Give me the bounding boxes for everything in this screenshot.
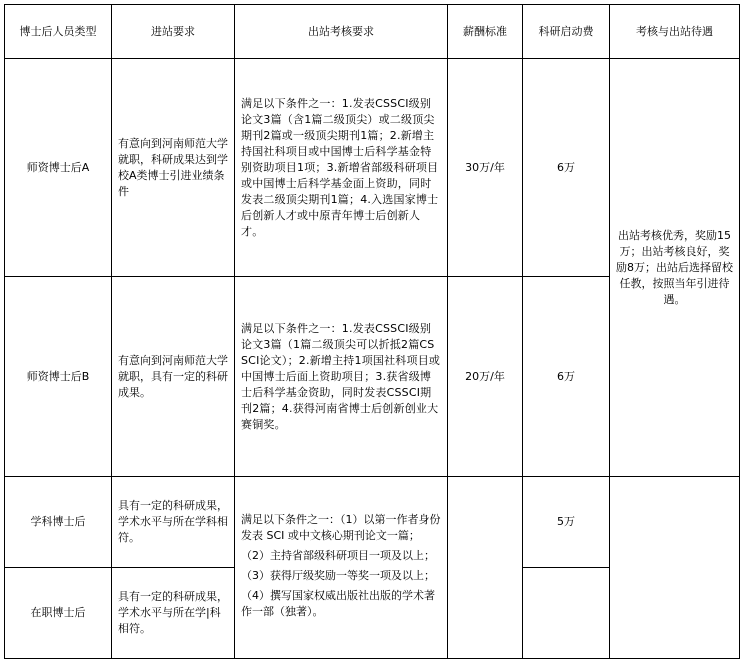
row-type: 在职博士后	[5, 568, 112, 659]
row-salary: 30万/年	[448, 59, 523, 277]
shared-exit	[235, 477, 448, 659]
header-row	[5, 5, 740, 59]
header-type: 博士后人员类型	[5, 5, 112, 59]
shared-exit-item: 满足以下条件之一：（1）以第一作者身份发表 SCI 或中文核心期刊论文一篇；	[241, 512, 441, 542]
row-startup: 6万	[523, 277, 610, 477]
row-treatment-empty	[610, 477, 740, 659]
row-exit: 满足以下条件之一：1.发表CSSCI级别论文3篇（含1篇二级顶尖）或二级顶尖期刊2篇或一级顶尖期刊1篇；2.新增主持国社科项目或中国博士后科学基金特别资助项目1项；3.新增省部级科研项目或中国博士后科学基金面上资助，同时发表二级顶尖期刊1篇；4.入选国家博士后创新人才或中原青年博士后创新人才。	[235, 59, 448, 277]
row-startup: 6万	[523, 59, 610, 277]
row-entry: 有意向到河南师范大学就职，科研成果达到学校A类博士引进业绩条件	[112, 59, 235, 277]
shared-exit-item: （4）撰写国家权威出版社出版的学术著作一部（独著）。	[241, 588, 435, 618]
table-row	[5, 477, 740, 568]
row-entry: 具有一定的科研成果，学术水平与所在学科相符。	[112, 477, 235, 568]
row-startup: 5万	[523, 477, 610, 568]
row-entry: 有意向到河南师范大学就职，具有一定的科研成果。	[112, 277, 235, 477]
row-salary-empty	[448, 477, 523, 659]
header-exit: 出站考核要求	[235, 5, 448, 59]
row-entry: 具有一定的科研成果，学术水平与所在学|科相符。	[112, 568, 235, 659]
shared-exit-item: （2）主持省部级科研项目一项及以上；	[241, 548, 435, 562]
treatment-ab: 出站考核优秀，奖励15万；出站考核良好，奖励8万；出站后选择留校任教，按照当年引进待遇。	[610, 59, 740, 477]
header-salary: 薪酬标准	[448, 5, 523, 59]
row-salary: 20万/年	[448, 277, 523, 477]
shared-exit-item: （3）获得厅级奖励一等奖一项及以上；	[241, 568, 435, 582]
table-row	[5, 59, 740, 277]
postdoc-table	[4, 4, 740, 659]
header-entry: 进站要求	[112, 5, 235, 59]
header-startup: 科研启动费	[523, 5, 610, 59]
row-type: 师资博士后A	[5, 59, 112, 277]
header-treatment: 考核与出站待遇	[610, 5, 740, 59]
row-type: 学科博士后	[5, 477, 112, 568]
row-startup-empty	[523, 568, 610, 659]
row-type: 师资博士后B	[5, 277, 112, 477]
row-exit: 满足以下条件之一：1.发表CSSCI级别论文3篇（1篇二级顶尖可以折抵2篇CSSCI论文）；2.新增主持1项国社科项目或中国博士后面上资助项目；3.获省级博士后科学基金资助，同时发表CSSCI期刊2篇；4.获得河南省博士后创新创业大赛铜奖。	[235, 277, 448, 477]
